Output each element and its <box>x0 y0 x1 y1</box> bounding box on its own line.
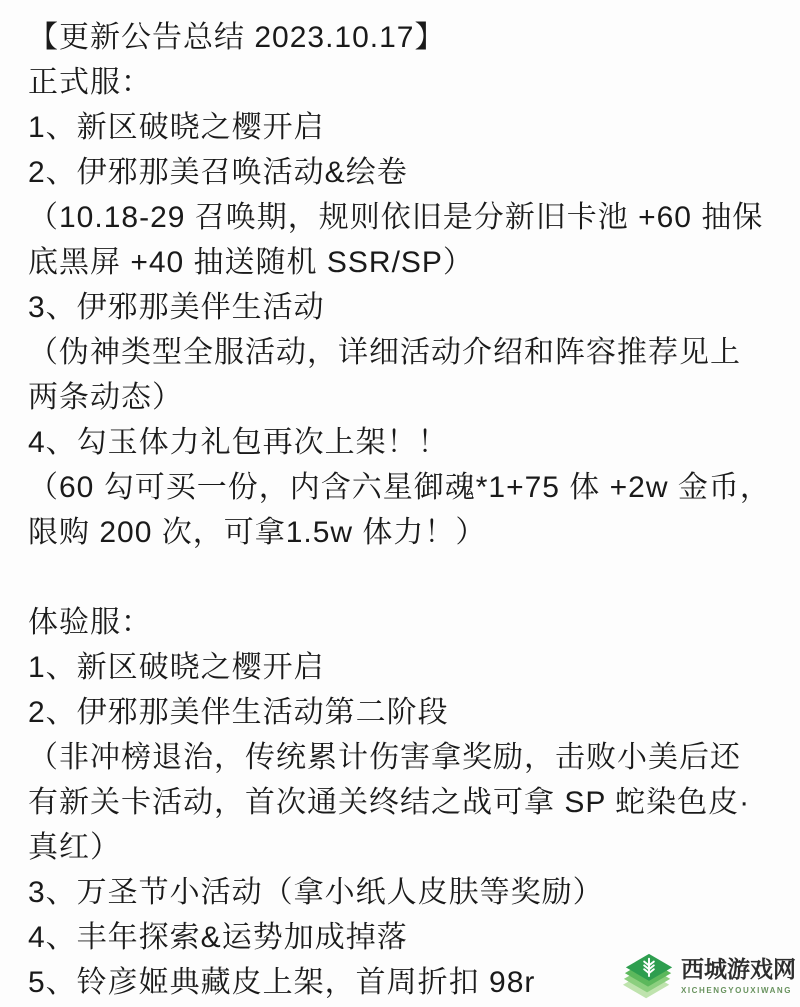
text-line: 1、新区破晓之樱开启 <box>28 651 325 684</box>
text-line: 真红） <box>28 831 121 864</box>
text-line: 底黑屏 +40 抽送随机 SSR/SP） <box>28 246 474 279</box>
wheat-stack-icon <box>622 951 676 1003</box>
text-line: 有新关卡活动，首次通关终结之战可拿 SP 蛇染色皮· <box>28 786 751 819</box>
text-line: 2、伊邪那美伴生活动第二阶段 <box>28 696 449 729</box>
watermark-text-block <box>681 951 796 995</box>
text-line: 体验服： <box>28 606 152 639</box>
site-name: 西城游戏网 <box>681 956 796 982</box>
site-name-latin: XICHENGYOUXIWANG <box>681 986 793 995</box>
announcement-document <box>28 15 790 1005</box>
watermark <box>622 951 796 1003</box>
blank-line <box>28 555 790 600</box>
text-line: （伪神类型全服活动，详细活动介绍和阵容推荐见上 <box>28 336 741 369</box>
text-line: 【更新公告总结 2023.10.17】 <box>28 21 446 54</box>
text-line: （10.18-29 召唤期，规则依旧是分新旧卡池 +60 抽保 <box>28 201 764 234</box>
text-line: 3、万圣节小活动（拿小纸人皮肤等奖励） <box>28 876 604 909</box>
text-line: 2、伊邪那美召唤活动&绘卷 <box>28 156 408 189</box>
text-line: 4、勾玉体力礼包再次上架！！ <box>28 426 449 459</box>
text-line: 限购 200 次，可拿1.5w 体力！） <box>28 516 487 549</box>
text-line: （60 勾可买一份，内含六星御魂*1+75 体 +2w 金币， <box>28 471 771 504</box>
text-line: 5、铃彦姬典藏皮上架，首周折扣 98r <box>28 966 536 999</box>
text-line: 两条动态） <box>28 381 183 414</box>
text-line: 3、伊邪那美伴生活动 <box>28 291 325 324</box>
text-line: （非冲榜退治，传统累计伤害拿奖励，击败小美后还 <box>28 741 741 774</box>
text-line: 正式服： <box>28 66 152 99</box>
text-line: 1、新区破晓之樱开启 <box>28 111 325 144</box>
text-line: 4、丰年探索&运势加成掉落 <box>28 921 408 954</box>
